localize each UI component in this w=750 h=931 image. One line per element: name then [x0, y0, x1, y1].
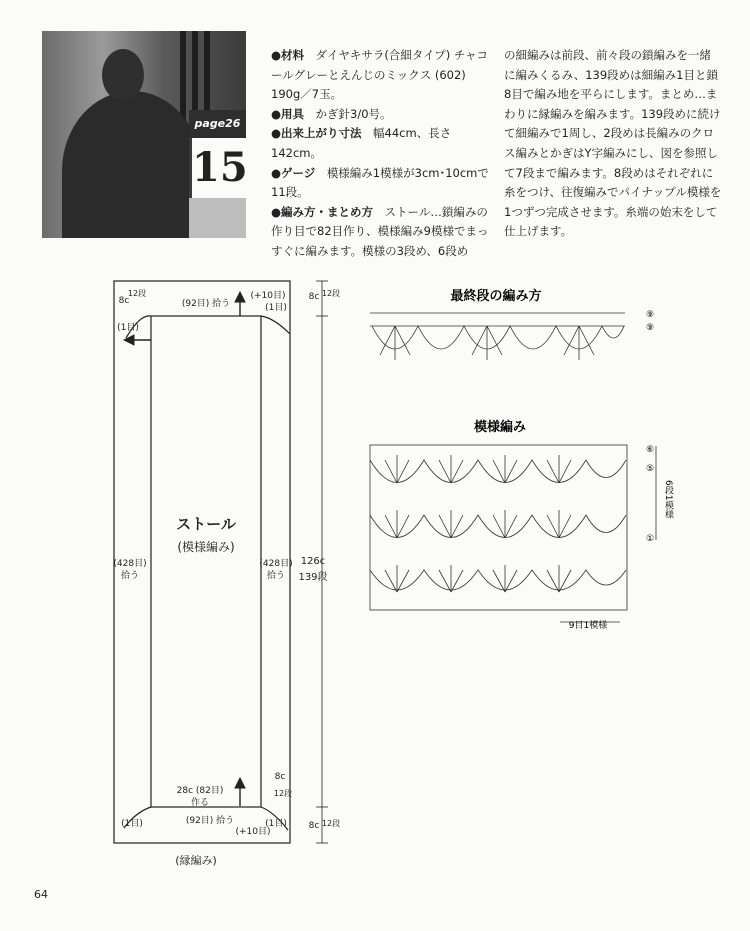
- repeat-rows-label: 6段1模様: [663, 480, 673, 519]
- right-side-pick2: 拾う: [266, 571, 286, 581]
- rows-12-topright: 12段: [321, 289, 341, 298]
- left-side-pick2: 拾う: [120, 571, 140, 581]
- left-side-pick: (428目): [113, 559, 147, 569]
- materials-line: ●材料 ダイヤキサラ(合細タイプ) チャコールグレーとえんじのミックス (602) 190g／7玉。: [271, 48, 489, 102]
- pattern-number: 15: [192, 138, 246, 198]
- page-ref: page26: [189, 110, 246, 138]
- rows-12-topleft: 12段: [127, 289, 147, 298]
- gauge-line: ●ゲージ 模様編み1模様が3cm･10cmで11段。: [271, 165, 489, 200]
- page-number: 64: [34, 888, 48, 901]
- bottom-plus-label: (+10目): [235, 827, 271, 837]
- bottom-8c: 8c: [308, 821, 320, 831]
- arrow-up-icon: [235, 778, 245, 788]
- pattern-row1: ①: [645, 534, 655, 544]
- rows-12-bottomright: 12段: [321, 819, 341, 828]
- foundation-label: 28c (82目): [176, 786, 224, 796]
- method-line: ●編み方・まとめ方 ストール…鎖編みの作り目で82目作り、模様編み9模様でまっすぐに編みます。模様の3段め、6段め: [271, 204, 489, 258]
- edging-label: (縁編み): [175, 854, 217, 867]
- top-pick-label: (92目) 拾う: [181, 299, 231, 309]
- last-row-chart: [370, 313, 625, 360]
- bottom-right-one: (1目): [265, 819, 287, 829]
- top-right-8c: 8c: [308, 292, 320, 302]
- last-row-title: 最終段の編み方: [450, 289, 542, 304]
- arrow-up-icon: [235, 292, 245, 302]
- foundation-label2: 作る: [190, 798, 210, 808]
- pattern-title: 模様編み: [473, 420, 527, 435]
- stole-subtitle: (模様編み): [177, 540, 235, 554]
- last-row-label-b: ⑨: [645, 323, 655, 333]
- tools-line: ●用具 かぎ針3/0号。: [271, 106, 392, 121]
- size-line: ●出来上がり寸法 幅44cm、長さ142cm。: [271, 126, 452, 160]
- bottom-left-one: (1目): [121, 819, 143, 829]
- last-row-label-a: ⑨: [645, 310, 655, 320]
- length-126c: 126c: [300, 556, 326, 567]
- top-plus-label: (+10目): [250, 291, 286, 301]
- instructions-column-2: の細編みは前段、前々段の鎖編みを一緒に編みくるみ、139段めは細編み1目と鎖8目で編み地を平らにします。まとめ…まわりに縁編みを編みます。139段めに続けて細編みで1周し、2段めは長編みのクロス編みとかぎはY字編みにし、図を参照して7段まで編みます。8段めはそれぞれに糸をつけ、往復編みでパイナップル模様を1つずつ完成させます。糸端の始末をして仕上げます。: [504, 48, 722, 239]
- top-left-8c: 8c: [118, 296, 130, 306]
- pattern-row6: ⑥: [645, 445, 655, 455]
- pattern-row5: ⑤: [645, 464, 655, 474]
- top-right-one: (1目): [265, 303, 287, 313]
- rows-139: 139段: [298, 572, 328, 583]
- repeat-sts-label: 9目1模様: [568, 621, 608, 631]
- right-side-pick: (428目): [259, 559, 293, 569]
- bottom-right-8c: 8c: [274, 772, 286, 782]
- pattern-chart: [370, 445, 656, 622]
- bottom-pick-label: (92目) 拾う: [185, 816, 235, 826]
- arrow-left-icon: [124, 335, 134, 345]
- top-left-one: (1目): [117, 323, 139, 333]
- rows-12-bottom: 12段: [273, 789, 293, 798]
- stole-title: ストール: [176, 515, 236, 533]
